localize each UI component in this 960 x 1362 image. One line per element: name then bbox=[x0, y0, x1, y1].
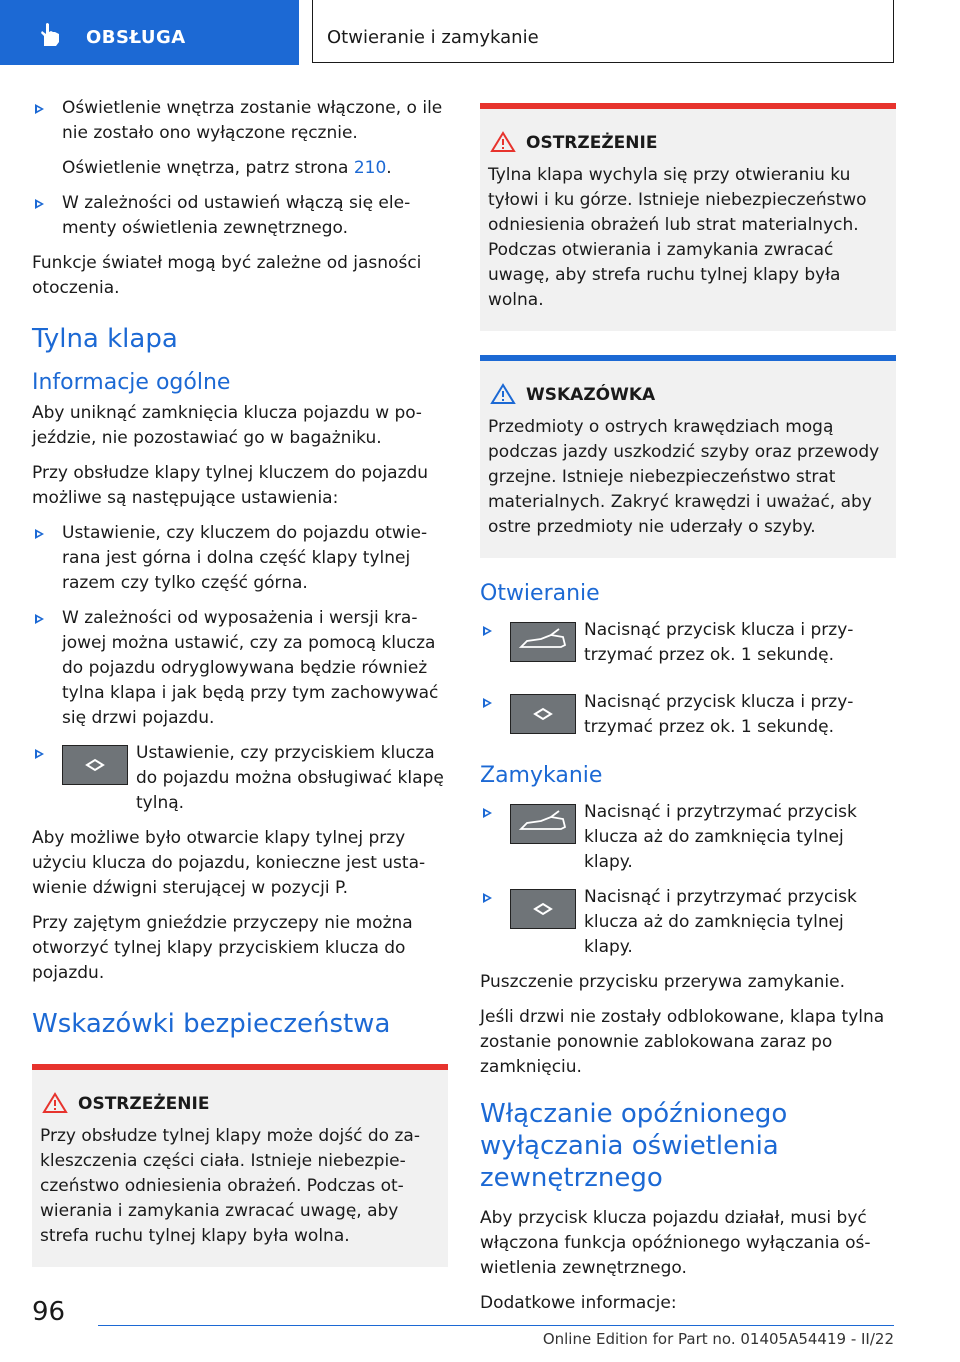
warning-box bbox=[32, 1064, 448, 1267]
list-item: Nacisnąć i przytrzymać przycisk klucza aż do zamknięcia tylnej klapy. bbox=[480, 885, 896, 960]
bullet-triangle-icon bbox=[35, 104, 44, 114]
section-tab bbox=[0, 0, 299, 65]
key-button-diamond-icon bbox=[510, 889, 576, 929]
bullet-triangle-icon bbox=[35, 199, 44, 209]
list-item: Ustawienie, czy kluczem do pojazdu otwierana jest górna i dolna część klapy tylnej razem czy tylko część górna. bbox=[32, 521, 448, 596]
paragraph: Przy obsłudze klapy tylnej kluczem do pojazdu możliwe są następujące ustawienia: bbox=[32, 463, 429, 508]
section-heading: Wskazówki bezpieczeństwa bbox=[32, 1009, 391, 1039]
warning-triangle-icon bbox=[490, 383, 516, 405]
paragraph: Aby uniknąć zamknięcia klucza pojazdu w pojeździe, nie pozostawiać go w bagażniku. bbox=[32, 403, 422, 448]
key-button-diamond-icon bbox=[510, 694, 576, 734]
warning-text: Tylna klapa wychyla się przy otwieraniu ku tyłowi i ku górze. Istnieje niebezpieczeństwo odniesienia obrażeń lub strat materialnych. Podczas otwierania i zamykania zwracać uwagę, aby strefa ruchu tylnej klapy była wolna. bbox=[488, 165, 867, 310]
warning-title: OSTRZEŻENIE bbox=[488, 131, 888, 155]
warning-text: Przy obsłudze tylnej klapy może dojść do zakleszczenia części ciała. Istnieje niebezpieczeństwo odniesienia obrażeń. Podczas otwierania i zamykania zwracać uwagę, aby strefa ruchu tylnej klapy była wolna. bbox=[40, 1126, 420, 1246]
bullet-triangle-icon bbox=[483, 893, 492, 903]
page-link[interactable]: 210 bbox=[353, 158, 387, 178]
section-heading: Tylna klapa bbox=[32, 324, 178, 354]
chapter-header bbox=[312, 0, 894, 63]
bullet-triangle-icon bbox=[35, 529, 44, 539]
list-item: Nacisnąć przycisk klucza i przytrzymać przez ok. 1 sekundę. bbox=[480, 690, 896, 752]
paragraph: Aby możliwe było otwarcie klapy tylnej przy użyciu klucza do pojazdu, konieczne jest ustawienie dźwigni sterującej w pozycji P. bbox=[32, 828, 426, 898]
list-item: Oświetlenie wnętrza zostanie włączone, o ile nie zostało ono wyłączone ręcznie. bbox=[32, 96, 448, 146]
paragraph: Jeśli drzwi nie zostały odblokowane, klapa tylna zostanie ponownie zablokowana zaraz po zamknięciu. bbox=[480, 1007, 885, 1077]
left-column bbox=[32, 96, 448, 1291]
list-item: Ustawienie, czy przyciskiem klucza do pojazdu można obsługiwać klapę tylną. bbox=[32, 741, 448, 816]
hint-title: WSKAZÓWKA bbox=[488, 383, 888, 407]
subsection-heading: Zamykanie bbox=[480, 763, 603, 788]
hint-box bbox=[480, 355, 896, 558]
key-button-tailgate-icon bbox=[510, 622, 576, 662]
right-column bbox=[480, 103, 896, 1326]
warning-box bbox=[480, 103, 896, 331]
subsection-heading: Otwieranie bbox=[480, 581, 600, 606]
list-item: W zależności od wyposażenia i wersji krajowej można ustawić, czy za pomocą klucza do pojazdu odryglowywana będzie również tylna klapa i jak będą przy tym zachowywać się drzwi pojazdu. bbox=[32, 606, 448, 731]
bullet-triangle-icon bbox=[483, 808, 492, 818]
warning-triangle-icon bbox=[42, 1092, 68, 1114]
paragraph: Dodatkowe informacje: bbox=[480, 1293, 677, 1313]
section-heading: Włączanie opóźnionego wyłączania oświetlenia zewnętrznego bbox=[480, 1099, 788, 1193]
paragraph: Funkcje świateł mogą być zależne od jasności otoczenia. bbox=[32, 253, 422, 298]
subsection-heading: Informacje ogólne bbox=[32, 370, 231, 395]
chapter-title: Otwieranie i zamykanie bbox=[327, 27, 539, 48]
bullet-triangle-icon bbox=[483, 626, 492, 636]
key-button-diamond-icon bbox=[62, 745, 128, 785]
bullet-triangle-icon bbox=[483, 698, 492, 708]
hand-pointer-icon bbox=[38, 22, 66, 48]
list-item: Nacisnąć przycisk klucza i przytrzymać przez ok. 1 sekundę. bbox=[480, 618, 896, 680]
key-button-tailgate-icon bbox=[510, 804, 576, 844]
section-label: OBSŁUGA bbox=[86, 27, 186, 48]
warning-triangle-icon bbox=[490, 131, 516, 153]
list-item: W zależności od ustawień włączą się elementy oświetlenia zewnętrznego. bbox=[32, 191, 448, 241]
paragraph: Przy zajętym gnieździe przyczepy nie można otworzyć tylnej klapy przyciskiem klucza do pojazdu. bbox=[32, 913, 413, 983]
paragraph: Aby przycisk klucza pojazdu działał, musi być włączona funkcja opóźnionego wyłączania oświetlenia zewnętrznego. bbox=[480, 1208, 871, 1278]
warning-title: OSTRZEŻENIE bbox=[40, 1092, 440, 1116]
footer-divider bbox=[98, 1325, 894, 1326]
cross-reference: Oświetlenie wnętrza, patrz strona 210. bbox=[62, 158, 392, 178]
edition-label: Online Edition for Part no. 01405A54419 - II/22 bbox=[542, 1330, 894, 1348]
bullet-triangle-icon bbox=[35, 749, 44, 759]
list-item: Nacisnąć i przytrzymać przycisk klucza aż do zamknięcia tylnej klapy. bbox=[480, 800, 896, 875]
paragraph: Puszczenie przycisku przerywa zamykanie. bbox=[480, 972, 846, 992]
hint-text: Przedmioty o ostrych krawędziach mogą podczas jazdy uszkodzić szyby oraz przewody grzejne. Istnieje niebezpieczeństwo strat materialnych. Zakryć krawędzi i uważać, aby ostre przedmioty nie uderzały o szyby. bbox=[488, 417, 880, 537]
page-number: 96 bbox=[32, 1297, 66, 1327]
bullet-triangle-icon bbox=[35, 614, 44, 624]
